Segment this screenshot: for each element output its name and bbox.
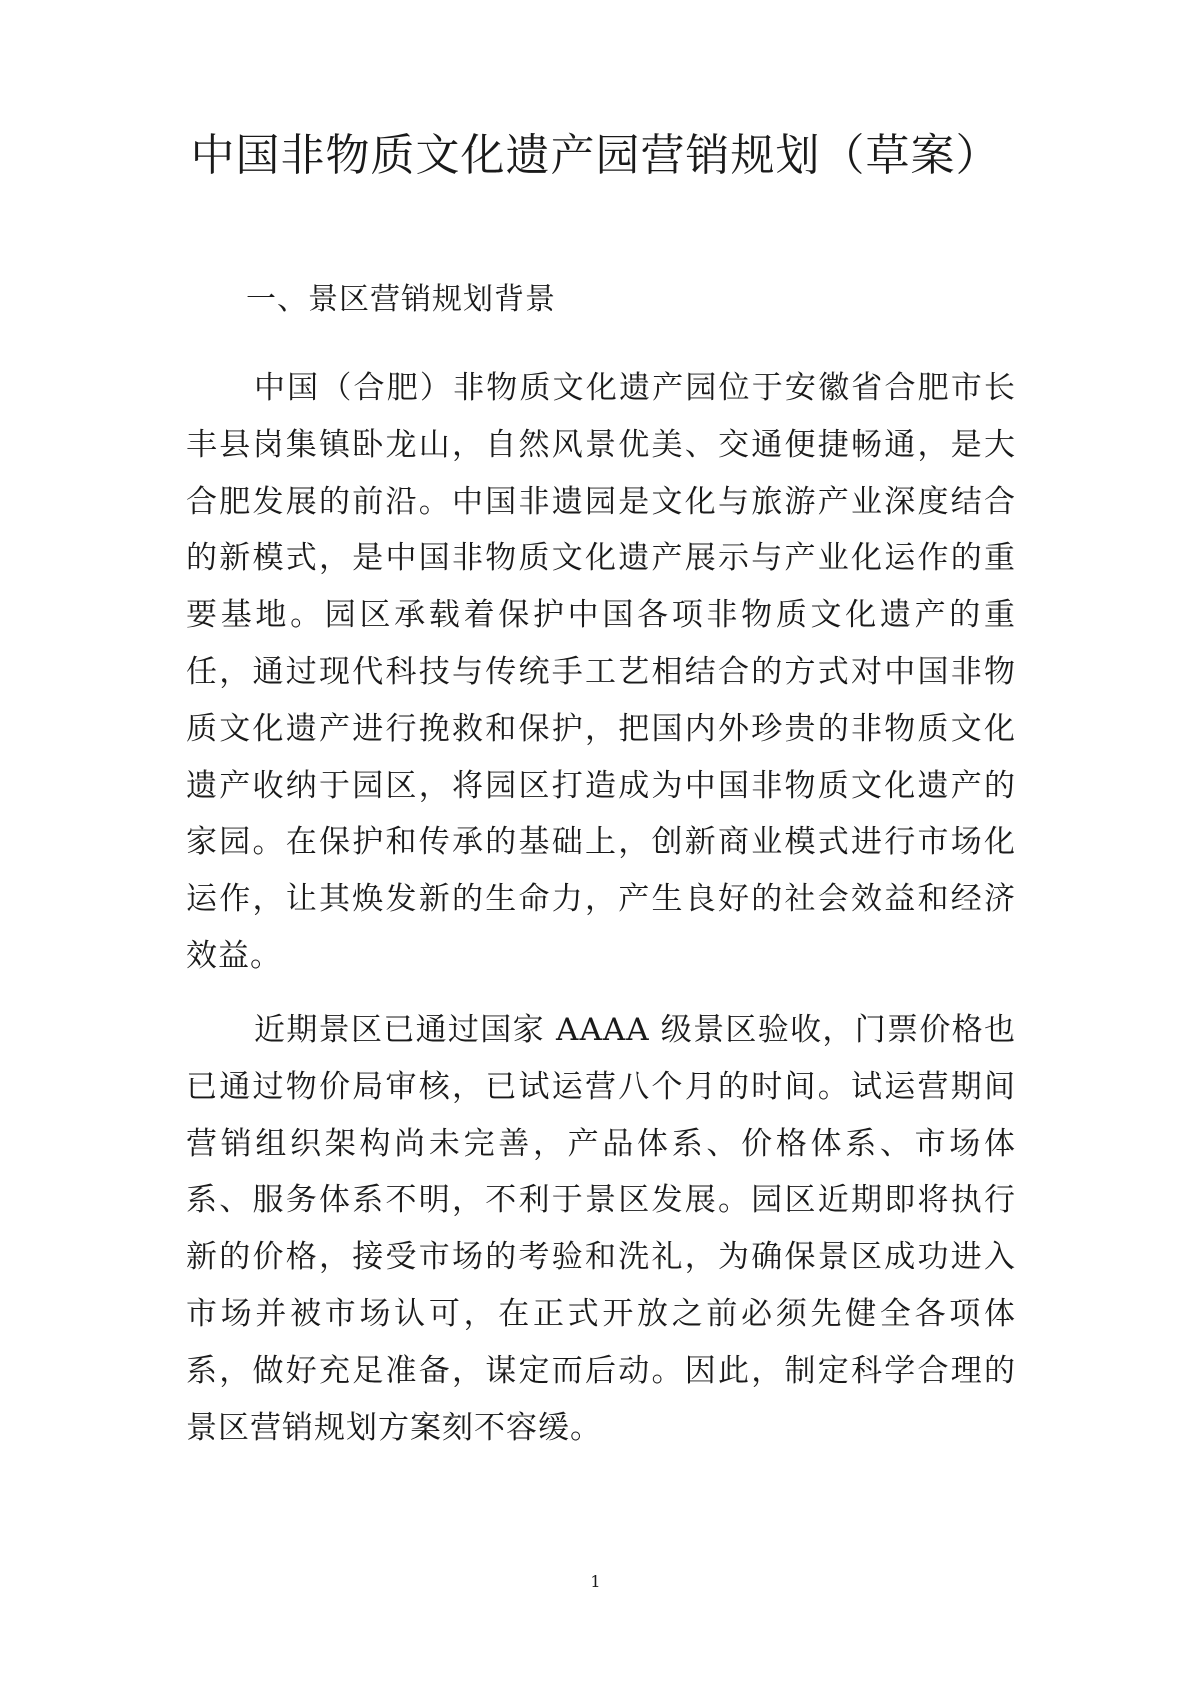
- document-title: 中国非物质文化遗产园营销规划（草案）: [190, 130, 1001, 181]
- section-heading: 一、景区营销规划背景: [246, 282, 556, 317]
- page-number: 1: [590, 1572, 601, 1591]
- body-paragraph: 近期景区已通过国家 AAAA 级景区验收，门票价格也已通过物价局审核，已试运营八个月的时间。试运营期间营销组织架构尚未完善，产品体系、价格体系、市场体系、服务体系不明，不利于景区发展。园区近期即将执行新的价格，接受市场的考验和洗礼，为确保景区成功进入市场并被市场认可，在正式开放之前必须先健全各项体系，做好充足准备，谋定而后动。因此，制定科学合理的景区营销规划方案刻不容缓。: [186, 1012, 1016, 1446]
- body-paragraph: 中国（合肥）非物质文化遗产园位于安徽省合肥市长丰县岗集镇卧龙山，自然风景优美、交通便捷畅通，是大合肥发展的前沿。中国非遗园是文化与旅游产业深度结合的新模式，是中国非物质文化遗产展示与产业化运作的重要基地。园区承载着保护中国各项非物质文化遗产的重任，通过现代科技与传统手工艺相结合的方式对中国非物质文化遗产进行挽救和保护，把国内外珍贵的非物质文化遗产收纳于园区，将园区打造成为中国非物质文化遗产的家园。在保护和传承的基础上，创新商业模式进行市场化运作，让其焕发新的生命力，产生良好的社会效益和经济效益。: [186, 370, 1016, 974]
